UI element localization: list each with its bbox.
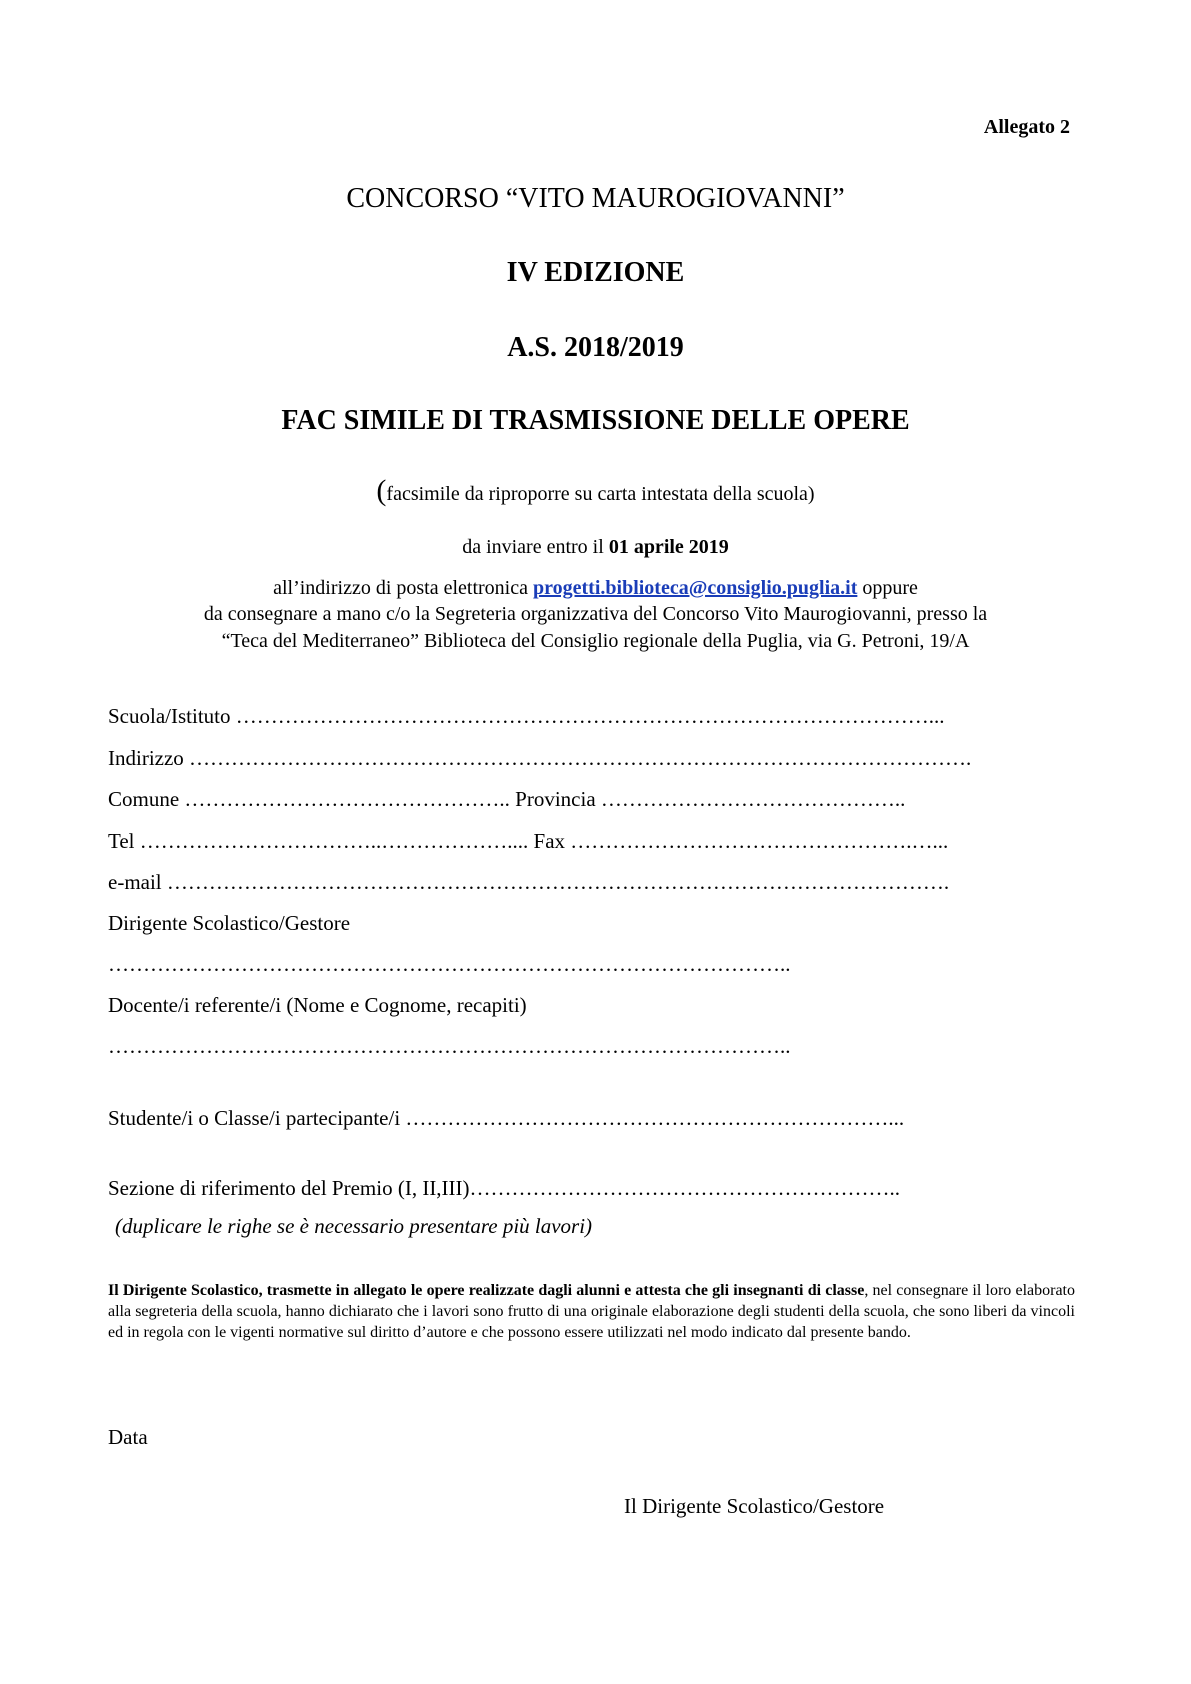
declaration-bold: Il Dirigente Scolastico, trasmette in allegato le opere realizzate dagli alunni e attesta che gli insegnanti di classe <box>108 1282 865 1299</box>
deadline-line <box>0 536 1191 559</box>
contest-title: CONCORSO “VITO MAUROGIOVANNI” <box>346 183 845 214</box>
field-dirigente-label: Dirigente Scolastico/Gestore <box>108 911 351 935</box>
field-email: e-mail …………………………………………………………………………………………………. <box>108 870 950 894</box>
declaration-paragraph <box>108 1280 1075 1343</box>
field-docente-line: …………………………………………………………………………………….. <box>108 1034 791 1058</box>
duplicate-note: (duplicare le righe se è necessario presentare più lavori) <box>115 1214 593 1238</box>
deadline-date: 01 aprile 2019 <box>608 536 729 558</box>
form-title: FAC SIMILE DI TRASMISSIONE DELLE OPERE <box>281 405 910 436</box>
deadline-prefix: da inviare entro il <box>462 536 609 558</box>
email-link[interactable]: progetti.biblioteca@consiglio.puglia.it <box>533 577 858 599</box>
signer-label: Il Dirigente Scolastico/Gestore <box>624 1494 885 1518</box>
email-prefix: all’indirizzo di posta elettronica <box>273 577 533 599</box>
field-indirizzo: Indirizzo …………………………………………………………………………………………………. <box>108 746 972 770</box>
field-dirigente-line: …………………………………………………………………………………….. <box>108 952 791 976</box>
declaration-rest: , nel consegnare il loro elaborato alla segreteria della scuola, hanno dichiarato che i lavori sono frutto di una originale elaborazione degli studenti della scuola, che sono liberi da vincoli ed in regola con le vigenti normative sul diritto d’autore e che possono essere utilizzati nel modo indicato dal presente bando. <box>108 1282 1075 1341</box>
field-sezione: Sezione di riferimento del Premio (I, II,III)…………………………………………………….. <box>108 1176 901 1200</box>
field-studenti: Studente/i o Classe/i partecipante/i ……………………………………………………………... <box>108 1106 905 1130</box>
date-label: Data <box>108 1425 148 1449</box>
attachment-label: Allegato 2 <box>983 116 1070 138</box>
subtitle <box>0 474 1191 508</box>
school-year-title: A.S. 2018/2019 <box>507 332 684 363</box>
field-tel-fax: Tel ……………………………..……………….... Fax ………………………………………….…... <box>108 829 949 853</box>
email-line <box>0 577 1191 600</box>
field-scuola: Scuola/Istituto ………………………………………………………………………………………... <box>108 704 945 728</box>
address-line: “Teca del Mediterraneo” Biblioteca del Consiglio regionale della Puglia, via G. Petroni, 19/A <box>221 630 970 652</box>
edition-title: IV EDIZIONE <box>506 257 685 288</box>
delivery-line: da consegnare a mano c/o la Segreteria organizzativa del Concorso Vito Maurogiovanni, presso la <box>203 603 988 625</box>
email-suffix: oppure <box>857 577 918 599</box>
field-docente-label: Docente/i referente/i (Nome e Cognome, recapiti) <box>108 993 527 1017</box>
subtitle-text: facsimile da riproporre su carta intestata della scuola) <box>386 483 815 505</box>
field-comune-provincia: Comune ……………………………………….. Provincia …………………………………….. <box>108 787 906 811</box>
subtitle-open-paren: ( <box>376 474 387 507</box>
